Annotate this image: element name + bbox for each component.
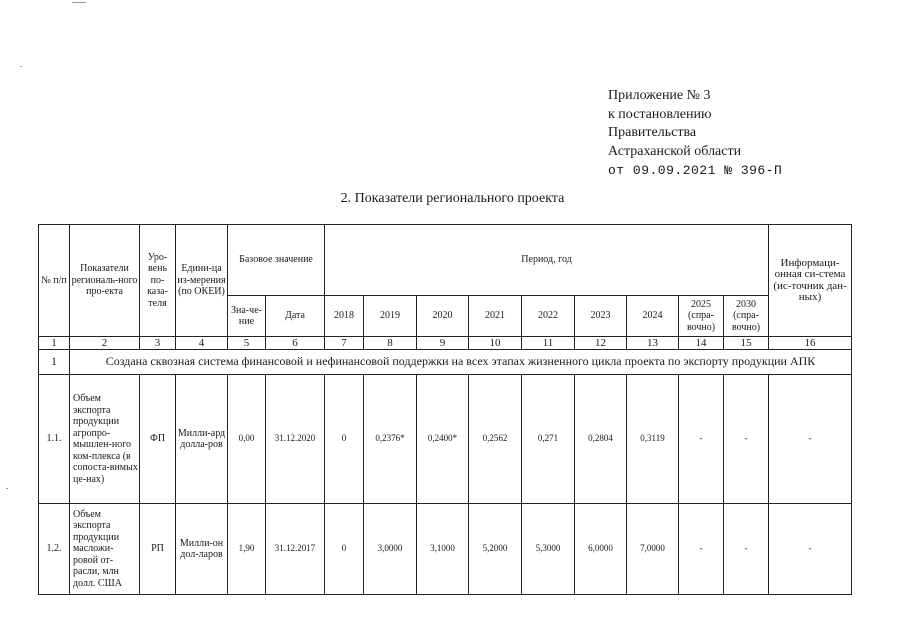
column-number: 14 [679, 337, 724, 350]
header-year: 2024 [627, 296, 679, 337]
row-level: ФП [140, 375, 176, 504]
table-row [39, 504, 852, 595]
row-year-value: 0,2376* [364, 375, 417, 504]
row-year-value: - [724, 504, 769, 595]
column-number: 10 [469, 337, 522, 350]
header-base-value: Зна-че-ние [228, 296, 266, 337]
annex-line-4: Астраханской области [608, 143, 742, 159]
row-year-value: 0,3119 [627, 375, 679, 504]
header-base-date: Дата [266, 296, 325, 337]
scan-speck [6, 488, 8, 489]
row-base-date: 31.12.2017 [266, 504, 325, 595]
row-year-value: 7,0000 [627, 504, 679, 595]
scan-speck [20, 66, 22, 67]
column-number: 5 [228, 337, 266, 350]
document-title: 2. Показатели регионального проекта [340, 191, 565, 206]
column-number: 8 [364, 337, 417, 350]
column-number: 16 [769, 337, 852, 350]
row-year-value: 3,1000 [417, 504, 469, 595]
header-info: Информаци-онная си-стема (ис-точник дан-ных) [769, 225, 852, 337]
header-num: № п/п [39, 225, 70, 337]
row-year-value: 0,2804 [575, 375, 627, 504]
header-year: 2030 (спра-вочно) [724, 296, 769, 337]
header-year: 2021 [469, 296, 522, 337]
row-year-value: - [724, 375, 769, 504]
header-base: Базовое значение [228, 225, 325, 296]
row-year-value: 0 [325, 504, 364, 595]
header-year: 2019 [364, 296, 417, 337]
row-year-value: - [679, 504, 724, 595]
column-number: 15 [724, 337, 769, 350]
column-number: 4 [176, 337, 228, 350]
row-unit: Милли-ард долла-ров [176, 375, 228, 504]
row-year-value: 5,3000 [522, 504, 575, 595]
row-level: РП [140, 504, 176, 595]
section-title: Создана сквозная система финансовой и нефинансовой поддержки на всех этапах жизненного цикла проекта по экспорту продукции АПК [70, 350, 852, 375]
row-num: 1.2. [39, 504, 70, 595]
column-number: 11 [522, 337, 575, 350]
header-unit: Едини-ца из-мерения (по ОКЕИ) [176, 225, 228, 337]
row-year-value: 5,2000 [469, 504, 522, 595]
header-row-1 [39, 225, 852, 296]
header-year: 2025 (спра-вочно) [679, 296, 724, 337]
row-num: 1.1. [39, 375, 70, 504]
row-year-value: 0 [325, 375, 364, 504]
header-year: 2018 [325, 296, 364, 337]
row-year-value: - [679, 375, 724, 504]
row-unit: Милли-он дол-ларов [176, 504, 228, 595]
row-indicator-name: Объем экспорта продукции масложи-ровой от-расли, млн долл. США [70, 504, 140, 595]
row-base-value: 1,90 [228, 504, 266, 595]
indicators-table [38, 224, 852, 595]
row-base-value: 0,00 [228, 375, 266, 504]
section-row [39, 350, 852, 375]
annex-line-2: к постановлению [608, 106, 712, 122]
annex-header [608, 87, 782, 181]
annex-line-1: Приложение № 3 [608, 88, 711, 103]
table-row [39, 375, 852, 504]
header-period: Период, год [325, 225, 769, 296]
column-number: 9 [417, 337, 469, 350]
row-indicator-name: Объем экспорта продукции агропро-мышлен-ного ком-плекса (в сопоста-вимых це-нах) [70, 375, 140, 504]
row-info: - [769, 375, 852, 504]
row-year-value: 0,2562 [469, 375, 522, 504]
header-year: 2023 [575, 296, 627, 337]
column-number: 1 [39, 337, 70, 350]
row-year-value: 3,0000 [364, 504, 417, 595]
header-indicators: Показатели региональ-ного про-екта [70, 225, 140, 337]
header-year: 2022 [522, 296, 575, 337]
header-year: 2020 [417, 296, 469, 337]
annex-line-3: Правительства [608, 125, 697, 140]
row-info: - [769, 504, 852, 595]
column-number: 7 [325, 337, 364, 350]
column-number-row [39, 337, 852, 350]
column-number: 3 [140, 337, 176, 350]
section-num: 1 [39, 350, 70, 375]
header-level: Уро-вень по-каза-теля [140, 225, 176, 337]
column-number: 13 [627, 337, 679, 350]
row-base-date: 31.12.2020 [266, 375, 325, 504]
column-number: 6 [266, 337, 325, 350]
annex-date-line: от 09.09.2021 № 396-П [608, 163, 783, 178]
row-year-value: 0,2400* [417, 375, 469, 504]
scan-speck [72, 2, 86, 3]
row-year-value: 0,271 [522, 375, 575, 504]
column-number: 12 [575, 337, 627, 350]
column-number: 2 [70, 337, 140, 350]
row-year-value: 6,0000 [575, 504, 627, 595]
